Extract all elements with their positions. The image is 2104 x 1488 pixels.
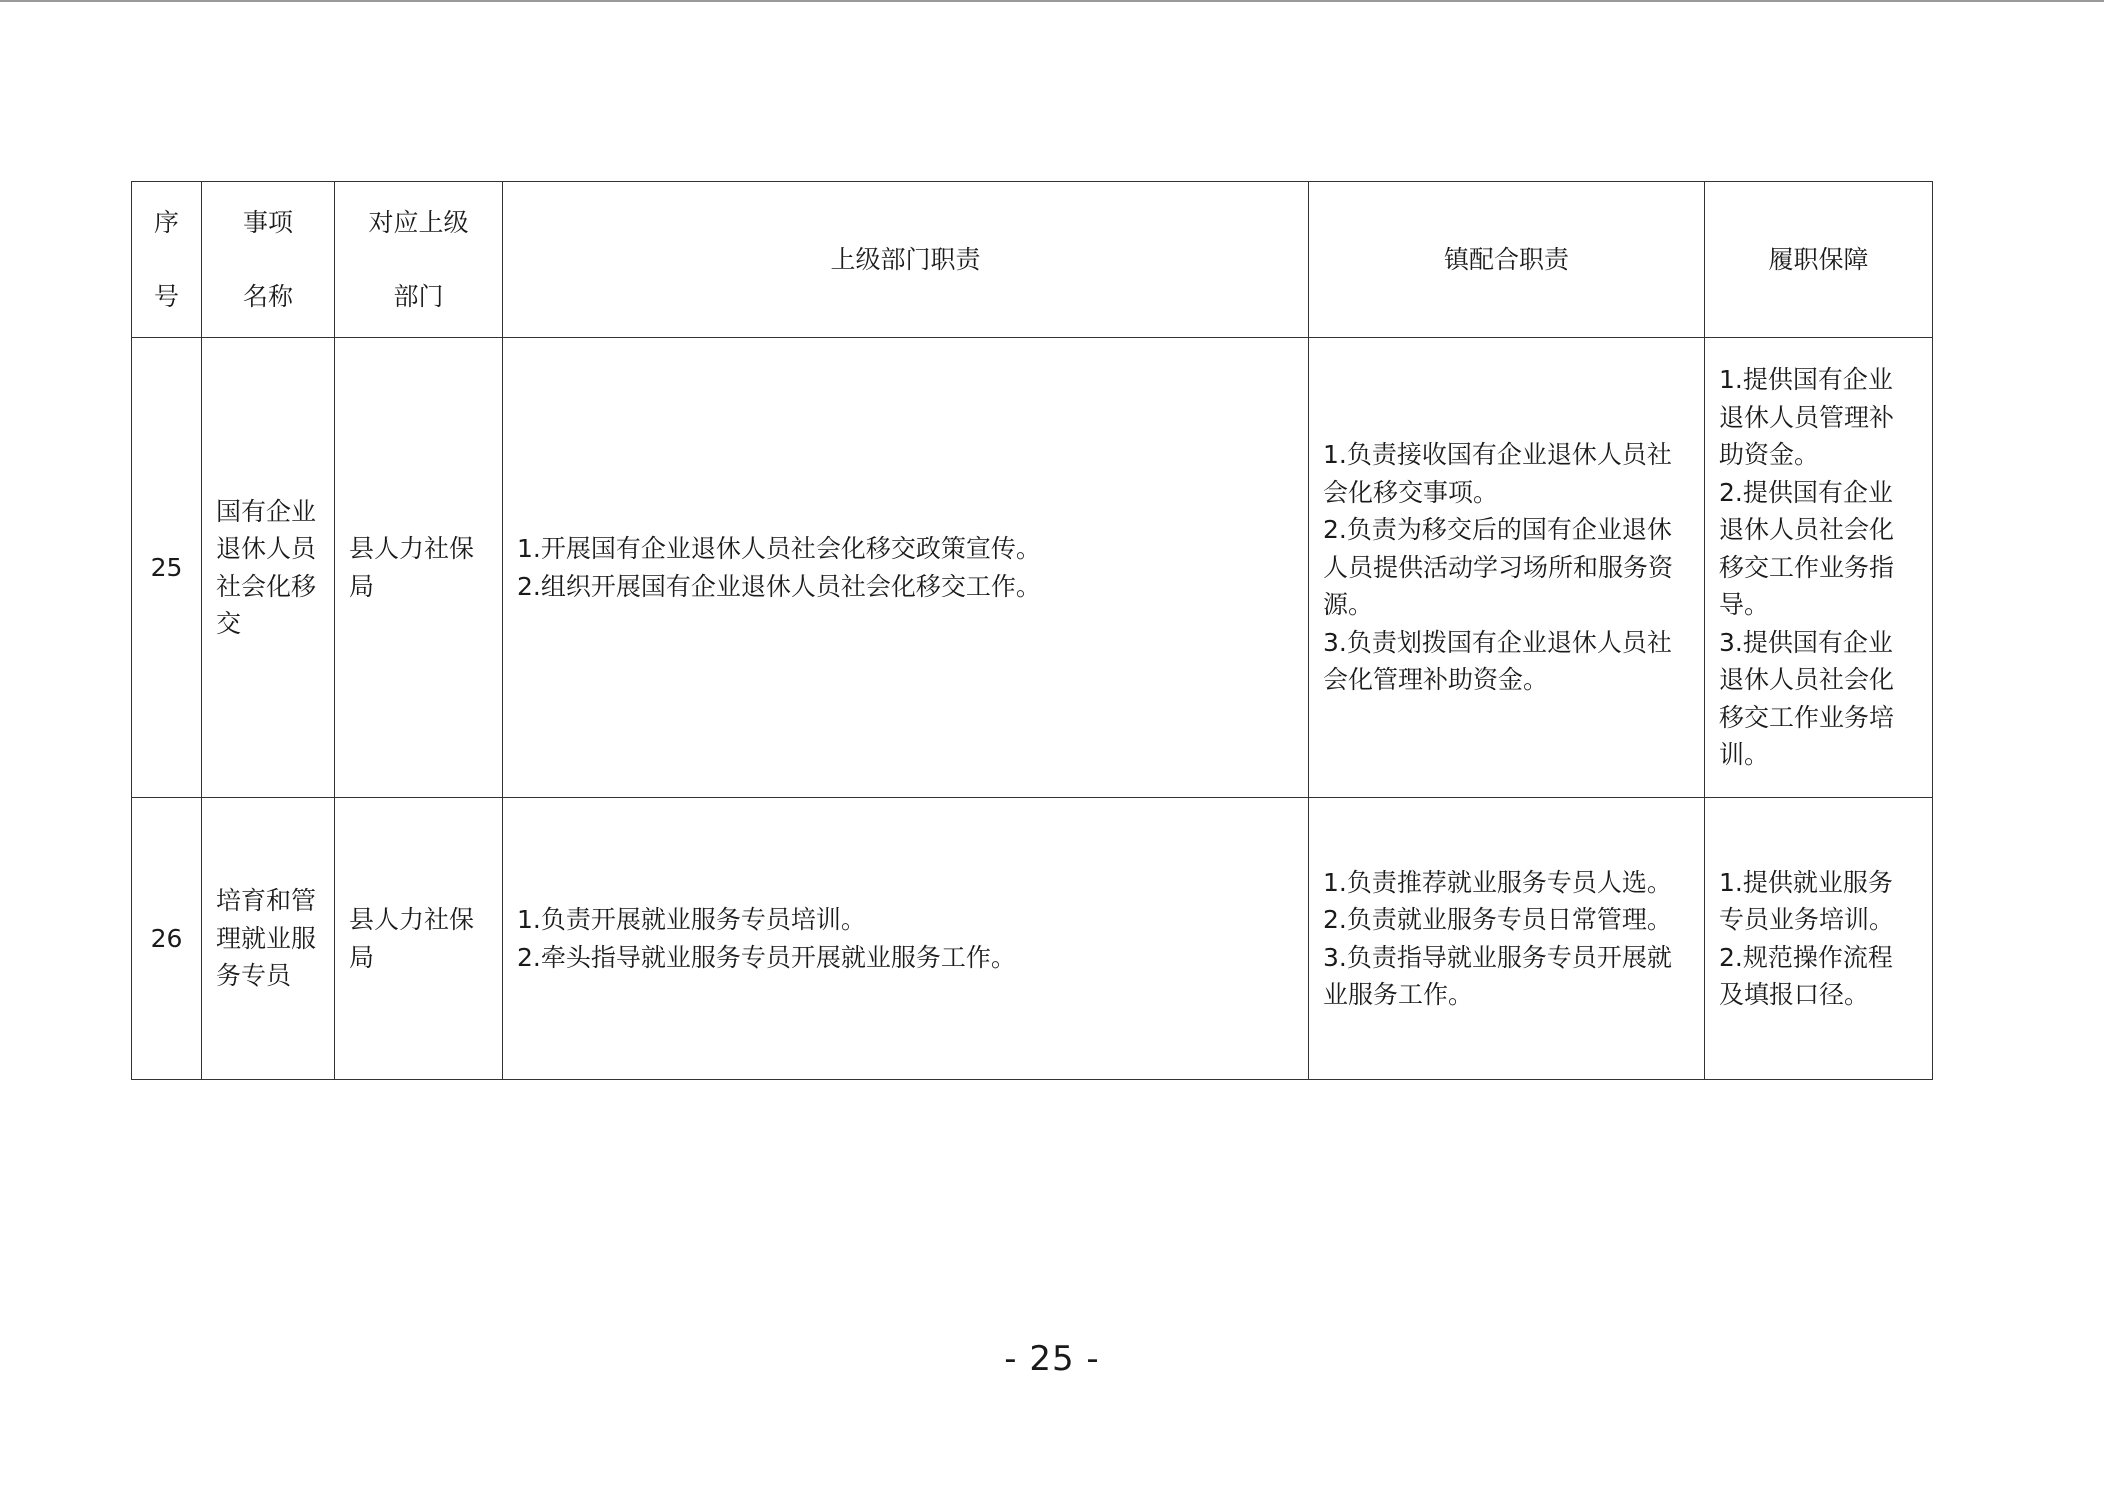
item-name-line: 务专员 [216,961,292,991]
dept-line: 县人力社保 [349,534,475,563]
town-duty-cell [1309,798,1705,1080]
header-guarantee: 履职保障 [1705,182,1933,338]
item-name-line: 社会化移 [216,571,317,601]
town-duty-line: 1.负责接收国有企业退休人员社 [1323,440,1672,470]
header-dept-line-1: 对应上级 [368,208,469,237]
item-name-line: 退休人员 [216,534,317,563]
guarantee-line: 及填报口径。 [1719,980,1870,1009]
table-row [132,338,1933,798]
guarantee-cell [1705,798,1933,1080]
dept-line: 县人力社保 [349,905,475,934]
town-duty-line: 2.负责为移交后的国有企业退休 [1323,515,1672,545]
guarantee-line: 2.提供国有企业 [1719,477,1893,507]
guarantee-line: 1.提供国有企业 [1719,365,1893,395]
town-duty-cell [1309,338,1705,798]
table-header-row [132,182,1933,338]
town-duty-line: 3.负责指导就业服务专员开展就 [1323,942,1672,972]
header-seq-line-2: 号 [153,282,179,311]
page-number: - 25 - [1004,1339,1100,1379]
town-duty-line: 1.负责推荐就业服务专员人选。 [1323,867,1672,897]
town-duty-line: 会化移交事项。 [1323,477,1499,507]
dept-cell [335,798,503,1080]
seq-cell: 26 [132,798,202,1080]
guarantee-line: 1.提供就业服务 [1719,867,1893,897]
item-name-line: 培育和管 [216,886,317,916]
header-seq-line-1: 序 [153,208,179,237]
guarantee-line: 导。 [1719,590,1770,620]
guarantee-line: 退休人员社会化 [1719,665,1895,695]
guarantee-line: 移交工作业务指 [1719,552,1895,582]
header-dept [335,182,503,338]
guarantee-line: 退休人员管理补 [1719,402,1895,432]
guarantee-line: 训。 [1719,740,1770,770]
town-duty-line: 3.负责划拨国有企业退休人员社 [1323,627,1672,657]
guarantee-line: 移交工作业务培 [1719,702,1895,732]
superior-duty-line: 2.牵头指导就业服务专员开展就业服务工作。 [517,942,1016,972]
superior-duty-line: 1.负责开展就业服务专员培训。 [517,905,866,934]
superior-duty-cell [503,798,1309,1080]
dept-line: 局 [349,942,375,972]
item-name-cell [202,338,335,798]
page-top-border [0,0,2104,2]
header-superior-duty: 上级部门职责 [503,182,1309,338]
dept-line: 局 [349,571,375,601]
duty-table [131,181,1933,1080]
superior-duty-line: 2.组织开展国有企业退休人员社会化移交工作。 [517,571,1041,601]
guarantee-line: 专员业务培训。 [1719,905,1895,934]
item-name-line: 理就业服 [216,923,317,953]
town-duty-line: 会化管理补助资金。 [1323,665,1549,695]
seq-cell: 25 [132,338,202,798]
item-name-cell [202,798,335,1080]
superior-duty-line: 1.开展国有企业退休人员社会化移交政策宣传。 [517,534,1041,563]
guarantee-line: 退休人员社会化 [1719,515,1895,545]
town-duty-line: 人员提供活动学习场所和服务资 [1323,552,1674,582]
header-item-name-line-1: 事项 [242,208,293,237]
header-town-duty: 镇配合职责 [1309,182,1705,338]
town-duty-line: 业服务工作。 [1323,980,1474,1009]
guarantee-line: 2.规范操作流程 [1719,942,1893,972]
town-duty-line: 2.负责就业服务专员日常管理。 [1323,905,1672,934]
dept-cell [335,338,503,798]
header-item-name [202,182,335,338]
guarantee-cell [1705,338,1933,798]
header-seq [132,182,202,338]
item-name-line: 国有企业 [216,496,317,526]
guarantee-line: 3.提供国有企业 [1719,627,1893,657]
header-dept-line-2: 部门 [393,282,444,311]
item-name-line: 交 [216,609,242,638]
table-row [132,798,1933,1080]
town-duty-line: 源。 [1323,590,1374,620]
header-item-name-line-2: 名称 [242,282,293,311]
guarantee-line: 助资金。 [1719,440,1820,470]
superior-duty-cell [503,338,1309,798]
